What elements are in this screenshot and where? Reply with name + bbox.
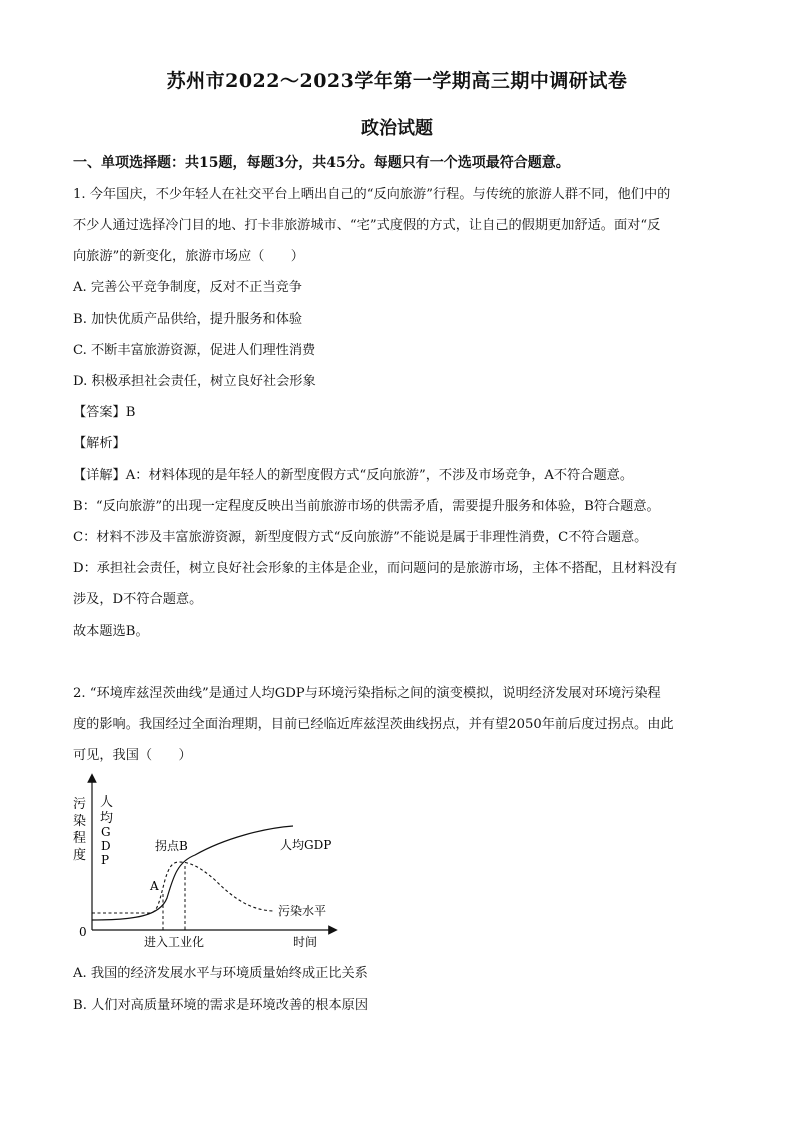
q2-stem-line-2: 度的影响。我国经过全面治理期，目前已经临近库兹涅茨曲线拐点，并有望2050年前后度过拐点。由此 bbox=[73, 717, 674, 732]
q1-detail-c: C：材料不涉及丰富旅游资源，新型度假方式“反向旅游”不能说是属于非理性消费，C不符合题意。 bbox=[73, 530, 648, 545]
y-label-gdp-2: 均 bbox=[100, 811, 114, 826]
q1-detail-d: D：承担社会责任，树立良好社会形象的主体是企业，而问题问的是旅游市场，主体不搭配，且材料没有 bbox=[73, 561, 678, 576]
y-label-pollution-1: 污 bbox=[73, 797, 87, 812]
pollution-curve bbox=[92, 862, 273, 913]
turning-point-label: 拐点B bbox=[155, 839, 188, 853]
y-label-gdp-5: P bbox=[101, 853, 110, 867]
y-label-gdp-3: G bbox=[101, 825, 111, 839]
page-title: 苏州市2022～2023学年第一学期高三期中调研试卷 bbox=[166, 70, 628, 92]
y-label-pollution-4: 度 bbox=[73, 848, 87, 863]
q1-option-c: C. 不断丰富旅游资源，促进人们理性消费 bbox=[73, 343, 316, 358]
q1-option-b: B. 加快优质产品供给，提升服务和体验 bbox=[73, 312, 303, 327]
gdp-curve-label: 人均GDP bbox=[280, 838, 332, 852]
q2-stem-line-3: 可见，我国（ ） bbox=[73, 748, 192, 763]
kuznets-curve-figure bbox=[65, 770, 365, 955]
y-label-pollution-2: 染 bbox=[73, 814, 87, 829]
q1-stem-line-1: 1. 今年国庆，不少年轻人在社交平台上晒出自己的“反向旅游”行程。与传统的旅游人群不同，他们中的 bbox=[73, 187, 671, 202]
q1-option-a: A. 完善公平竞争制度，反对不正当竞争 bbox=[73, 280, 302, 295]
q1-stem-line-2: 不少人通过选择冷门目的地、打卡非旅游城市、“宅”式度假的方式，让自己的假期更加舒适。面对“反 bbox=[73, 218, 661, 233]
gdp-curve bbox=[92, 826, 293, 920]
pollution-curve-label: 污染水平 bbox=[278, 904, 327, 918]
q1-detail-b: B：“反向旅游”的出现一定程度反映出当前旅游市场的供需矛盾，需要提升服务和体验，B符合题意。 bbox=[73, 499, 660, 514]
q1-answer: 【答案】B bbox=[73, 405, 136, 420]
q2-stem-line-1: 2. “环境库兹涅茨曲线”是通过人均GDP与环境污染指标之间的演变模拟，说明经济发展对环境污染程 bbox=[73, 686, 661, 701]
y-label-gdp-1: 人 bbox=[100, 795, 114, 810]
industrial-label: 进入工业化 bbox=[144, 935, 205, 949]
time-label: 时间 bbox=[293, 935, 318, 949]
q1-stem-line-3: 向旅游”的新变化，旅游市场应（ ） bbox=[73, 249, 304, 264]
q1-detail-d-cont: 涉及，D不符合题意。 bbox=[73, 592, 203, 607]
q1-analysis-label: 【解析】 bbox=[73, 436, 126, 451]
point-a-label: A bbox=[150, 879, 159, 893]
y-label-gdp-4: D bbox=[101, 839, 111, 853]
q1-option-d: D. 积极承担社会责任，树立良好社会形象 bbox=[73, 374, 316, 389]
y-label-pollution-3: 程 bbox=[73, 831, 87, 846]
q1-conclusion: 故本题选B。 bbox=[73, 624, 149, 639]
q2-option-b: B. 人们对高质量环境的需求是环境改善的根本原因 bbox=[73, 998, 369, 1013]
q1-detail-a: 【详解】A：材料体现的是年轻人的新型度假方式“反向旅游”，不涉及市场竞争，A不符合题意。 bbox=[73, 468, 634, 483]
origin-label: 0 bbox=[79, 925, 87, 939]
page-subtitle: 政治试题 bbox=[361, 118, 433, 139]
q2-option-a: A. 我国的经济发展水平与环境质量始终成正比关系 bbox=[73, 966, 368, 981]
section-heading: 一、单项选择题：共15题，每题3分，共45分。每题只有一个选项最符合题意。 bbox=[73, 155, 570, 171]
